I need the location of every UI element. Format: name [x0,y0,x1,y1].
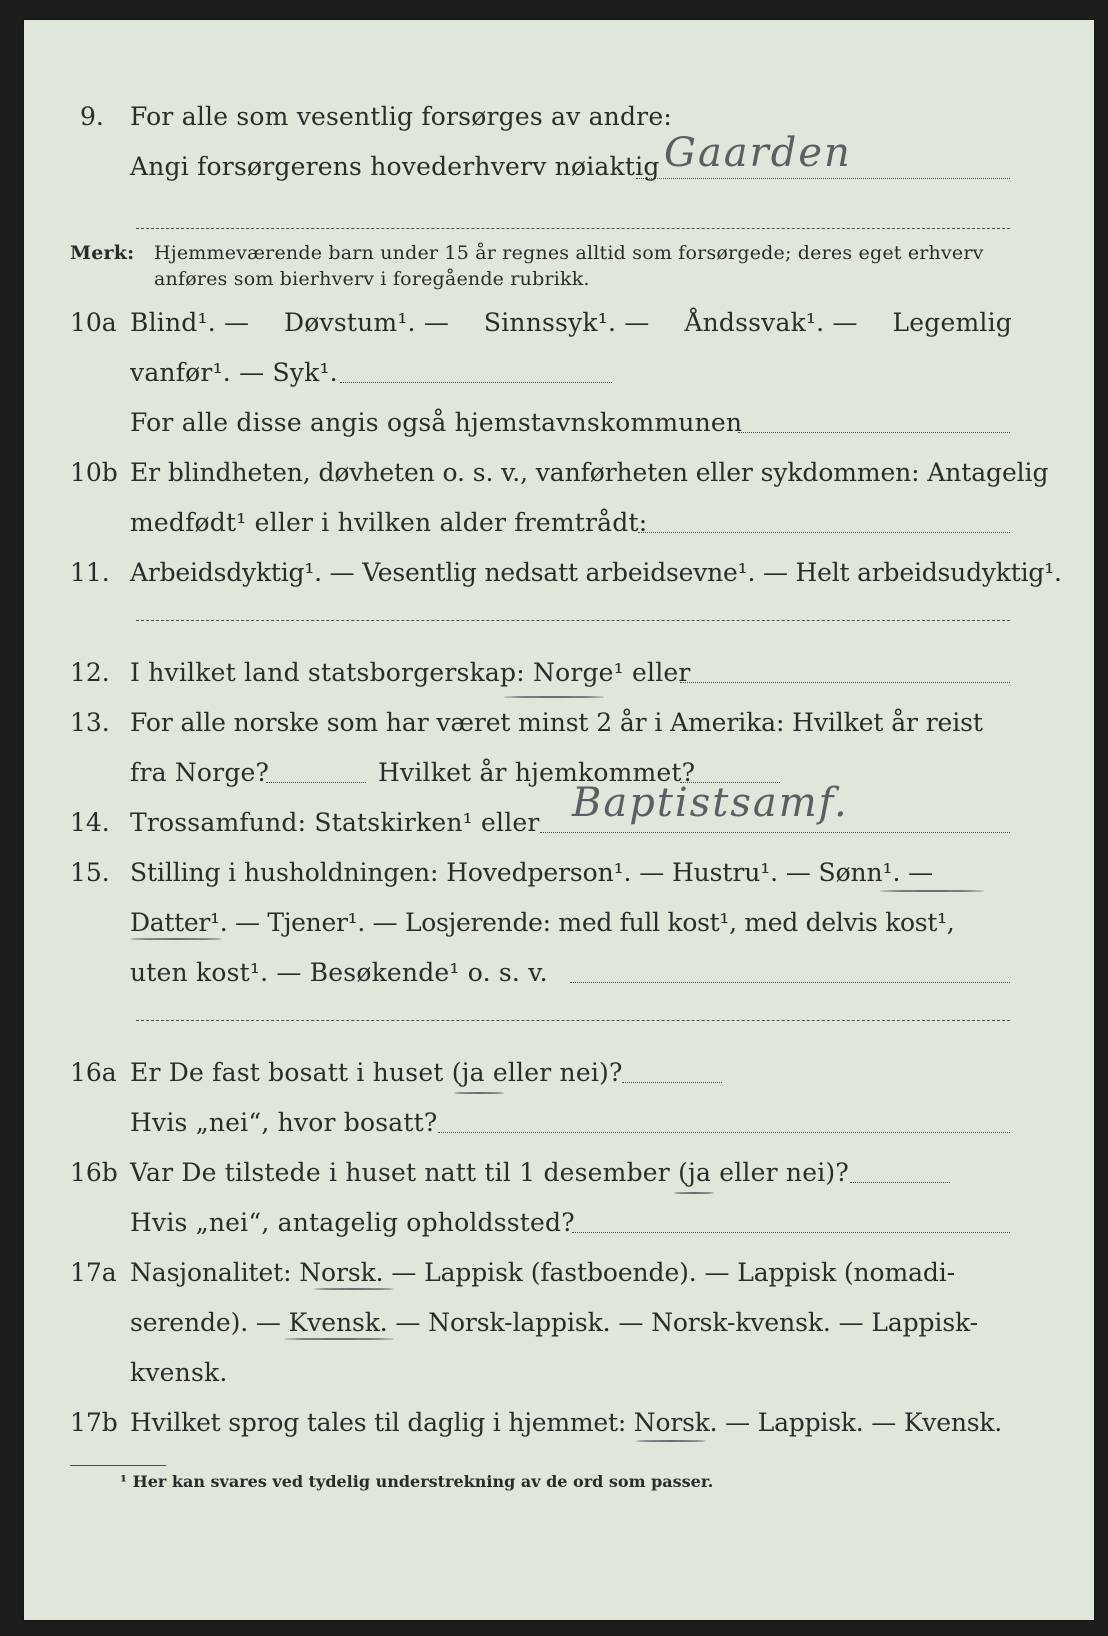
q17b-number: 17b [70,1408,118,1437]
q14-handwritten-answer: Baptistsamf. [572,780,849,826]
footnote: ¹ Her kan svares ved tydelig understrekning av de ord som passer. [120,1472,714,1491]
q15-answer-field[interactable] [570,982,1010,983]
q9-question-line1: For alle som vesentlig forsørges av andre: [130,102,672,131]
q17a-line3: kvensk. [130,1358,228,1387]
q10b-line2: medfødt¹ eller i hvilken alder fremtrådt: [130,508,648,537]
option-blind[interactable]: Blind¹. — [130,308,250,337]
q10a-line3: For alle disse angis også hjemstavnskommunen [130,408,743,437]
q13-number: 13. [70,708,110,737]
q15-line2: Datter¹. — Tjener¹. — Losjerende: med full kost¹, med delvis kost¹, [130,908,955,937]
q15-number: 15. [70,858,110,887]
q11-number: 11. [70,558,110,587]
q12-norge-underline [504,696,604,698]
q17a-line1: Nasjonalitet: Norsk. — Lappisk (fastboende). — Lappisk (nomadi- [130,1258,956,1287]
q16a-ja-underline [454,1092,504,1094]
q10b-number: 10b [70,458,118,487]
q15-line1: Stilling i husholdningen: Hovedperson¹. — Hustru¹. — Sønn¹. — [130,858,934,887]
merk-line2: anføres som bierhverv i foregående rubrikk. [154,268,590,290]
q13-line2b: Hvilket år hjemkommet? [378,758,696,787]
q9-number: 9. [80,102,104,131]
q13-line2a: fra Norge? [130,758,270,787]
merk-label: Merk: [70,242,135,264]
option-legemlig[interactable]: Legemlig [892,308,1012,337]
option-sinnssyk[interactable]: Sinnssyk¹. — [483,308,650,337]
q11-line1: Arbeidsdyktig¹. — Vesentlig nedsatt arbeidsevne¹. — Helt arbeidsudyktig¹. [130,558,1062,587]
q16b-opholdssted-field[interactable] [572,1232,1010,1233]
option-andssvak[interactable]: Åndssvak¹. — [684,308,858,337]
q16b-ja-underline [674,1192,714,1194]
footnote-rule [70,1465,166,1466]
q12-answer-field[interactable] [680,682,1010,683]
q14-line1: Trossamfund: Statskirken¹ eller [130,808,540,837]
q12-number: 12. [70,658,110,687]
q17a-kvensk-underline [284,1338,394,1340]
q9-question-line2: Angi forsørgerens hovederhverv nøiaktig [130,152,660,181]
option-dovstum[interactable]: Døvstum¹. — [284,308,450,337]
q16b-line2: Hvis „nei“, antagelig opholdssted? [130,1208,575,1237]
q14-answer-field[interactable] [540,832,1010,833]
census-form-page [24,20,1094,1620]
q17a-line2: serende). — Kvensk. — Norsk-lappisk. — Norsk-kvensk. — Lappisk- [130,1308,979,1337]
q16a-line1: Er De fast bosatt i huset (ja eller nei)? [130,1058,623,1087]
q17a-norsk-underline [314,1288,394,1290]
q13-line1: For alle norske som har været minst 2 år i Amerika: Hvilket år reist [130,708,983,737]
q15-line3: uten kost¹. — Besøkende¹ o. s. v. [130,958,548,987]
q12-line1: I hvilket land statsborgerskap: Norge¹ eller [130,658,691,687]
q10a-hjemstavn-field[interactable] [738,432,1010,433]
q17a-number: 17a [70,1258,117,1287]
q16b-number: 16b [70,1158,118,1187]
q16b-line1: Var De tilstede i huset natt til 1 desember (ja eller nei)? [130,1158,849,1187]
q16a-answer-field[interactable] [622,1082,722,1083]
q15-extra-line[interactable] [136,1020,1010,1021]
q16b-answer-field[interactable] [850,1182,950,1183]
q9-extra-line[interactable] [136,228,1010,229]
q9-answer-field[interactable] [636,178,1010,179]
q10b-answer-field[interactable] [638,532,1010,533]
q10a-syk-field[interactable] [340,382,612,383]
q14-number: 14. [70,808,110,837]
q10b-line1: Er blindheten, døvheten o. s. v., vanførheten eller sykdommen: Antagelig [130,458,1049,487]
q17b-line1: Hvilket sprog tales til daglig i hjemmet: Norsk. — Lappisk. — Kvensk. [130,1408,1003,1437]
q16a-line2: Hvis „nei“, hvor bosatt? [130,1108,438,1137]
q16a-number: 16a [70,1058,117,1087]
merk-line1: Hjemmeværende barn under 15 år regnes alltid som forsørgede; deres eget erhverv [154,242,984,264]
q17b-norsk-underline [636,1440,706,1442]
q15-datter-underline [130,938,222,940]
q15-sonn-mark [880,890,984,892]
q9-handwritten-answer: Gaarden [664,130,852,176]
q16a-bosatt-field[interactable] [438,1132,1010,1133]
q13-reist-field[interactable] [266,782,366,783]
q11-answer-line[interactable] [136,620,1010,621]
q10a-number: 10a [70,308,117,337]
q10a-line2: vanfør¹. — Syk¹. [130,358,338,387]
q10a-line1 [130,308,1012,337]
